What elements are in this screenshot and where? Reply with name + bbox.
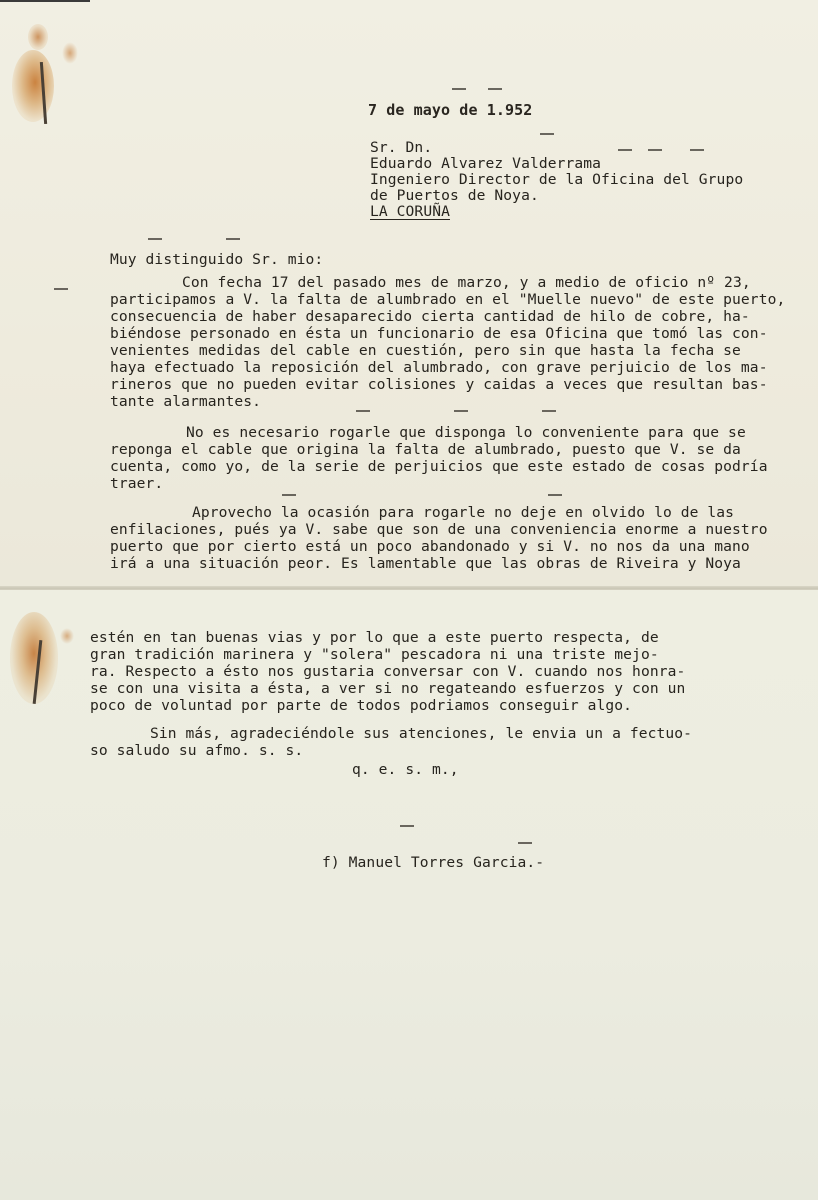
stray-mark (226, 238, 240, 240)
paragraph-line: estén en tan buenas vias y por lo que a este puerto respecta, de (90, 629, 659, 646)
stray-mark (452, 88, 466, 90)
paragraph-line: enfilaciones, pués ya V. sabe que son de una conveniencia enorme a nuestro (110, 521, 768, 538)
rust-stain (60, 628, 74, 644)
stray-mark (148, 238, 162, 240)
signature: f) Manuel Torres Garcia.- (322, 854, 545, 871)
closing-line: Sin más, agradeciéndole sus atenciones, le envia un a fectuo- (150, 725, 693, 742)
paragraph-line: ra. Respecto a ésto nos gustaria conversar con V. cuando nos honra- (90, 663, 686, 680)
stray-mark (356, 410, 370, 412)
paragraph-line: Aprovecho la ocasión para rogarle no deje en olvido lo de las (192, 504, 735, 521)
paragraph-line: poco de voluntad por parte de todos podriamos conseguir algo. (90, 697, 633, 714)
paragraph-line: reponga el cable que origina la falta de alumbrado, puesto que V. se da (110, 441, 741, 458)
stray-mark (454, 410, 468, 412)
paragraph-line: se con una visita a ésta, a ver si no regateando esfuerzos y con un (90, 680, 686, 697)
stray-mark (690, 149, 704, 151)
rust-stain (28, 24, 48, 50)
page-edge (0, 0, 90, 2)
paragraph-line: participamos a V. la falta de alumbrado en el "Muelle nuevo" de este puerto, (110, 291, 786, 308)
rust-stain (12, 50, 54, 122)
staple-mark (33, 640, 43, 704)
closing-line: so saludo su afmo. s. s. (90, 742, 304, 759)
paragraph-line: venientes medidas del cable en cuestión, pero sin que hasta la fecha se (110, 342, 741, 359)
letter-date: 7 de mayo de 1.952 (368, 101, 533, 119)
paragraph-line: puerto que por cierto está un poco abandonado y si V. no nos da una mano (110, 538, 750, 555)
stray-mark (488, 88, 502, 90)
recipient-position: Ingeniero Director de la Oficina del Grupo (370, 171, 744, 188)
staple-mark (40, 62, 47, 124)
recipient-city: LA CORUÑA (370, 203, 450, 220)
stray-mark (518, 842, 532, 844)
paragraph-line: haya efectuado la reposición del alumbrado, con grave perjuicio de los ma- (110, 359, 768, 376)
paragraph-line: cuenta, como yo, de la serie de perjuicios que este estado de cosas podría (110, 458, 768, 475)
salutation: Muy distinguido Sr. mio: (110, 251, 324, 268)
paragraph-line: irá a una situación peor. Es lamentable que las obras de Riveira y Noya (110, 555, 741, 572)
paragraph-line: tante alarmantes. (110, 393, 262, 410)
recipient-office: de Puertos de Noya. (370, 187, 539, 204)
paragraph-line: No es necesario rogarle que disponga lo conveniente para que se (186, 424, 746, 441)
rust-stain (62, 42, 78, 64)
stray-mark (540, 133, 554, 135)
paragraph-line: Con fecha 17 del pasado mes de marzo, y a medio de oficio nº 23, (182, 274, 751, 291)
stray-mark (618, 149, 632, 151)
stray-mark (648, 149, 662, 151)
paragraph-line: biéndose personado en ésta un funcionario de esa Oficina que tomó las con- (110, 325, 768, 342)
stray-mark (400, 825, 414, 827)
stray-mark (54, 288, 68, 290)
closing-formula: q. e. s. m., (352, 761, 459, 778)
paragraph-line: consecuencia de haber desaparecido cierta cantidad de hilo de cobre, ha- (110, 308, 750, 325)
stray-mark (548, 494, 562, 496)
recipient-title: Sr. Dn. (370, 139, 433, 156)
paragraph-line: rineros que no pueden evitar colisiones y caidas a veces que resultan bas- (110, 376, 768, 393)
stray-mark (282, 494, 296, 496)
paragraph-line: traer. (110, 475, 164, 492)
paragraph-line: gran tradición marinera y "solera" pescadora ni una triste mejo- (90, 646, 659, 663)
recipient-name: Eduardo Alvarez Valderrama (370, 155, 602, 172)
stray-mark (542, 410, 556, 412)
